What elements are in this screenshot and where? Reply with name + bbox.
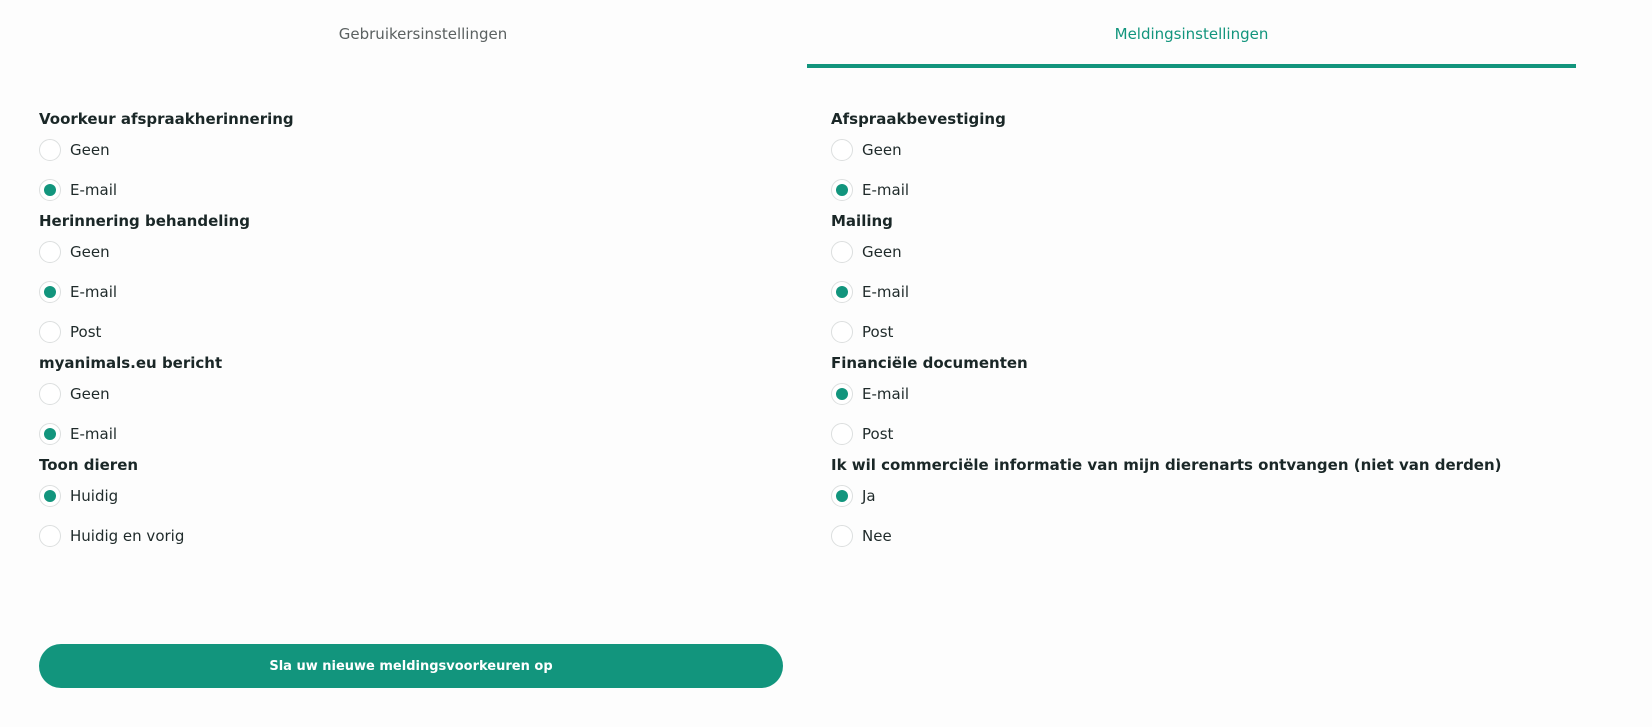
radio-option-label: E-mail xyxy=(70,283,118,301)
radio-option-label: Huidig en vorig xyxy=(70,527,185,545)
radio-option-e-mail[interactable] xyxy=(831,170,1576,210)
setting-group-title: myanimals.eu bericht xyxy=(39,354,223,372)
radio-option-label: Geen xyxy=(70,141,110,159)
radio-option-e-mail[interactable] xyxy=(39,272,779,312)
radio-option-post[interactable] xyxy=(831,312,1576,352)
radio-checked-icon[interactable] xyxy=(831,383,853,405)
tab-meldingsinstellingen[interactable] xyxy=(807,0,1576,68)
setting-group-title: Financiële documenten xyxy=(831,354,1028,372)
radio-unchecked-icon[interactable] xyxy=(39,383,61,405)
radio-checked-icon[interactable] xyxy=(831,485,853,507)
radio-checked-icon[interactable] xyxy=(39,281,61,303)
tab-gebruikersinstellingen[interactable] xyxy=(39,0,807,68)
radio-option-e-mail[interactable] xyxy=(39,170,779,210)
radio-option-label: Geen xyxy=(862,141,902,159)
radio-dot-icon xyxy=(44,428,56,440)
radio-option-label: Geen xyxy=(70,385,110,403)
save-preferences-button[interactable]: Sla uw nieuwe meldingsvoorkeuren op xyxy=(39,644,783,688)
radio-dot-icon xyxy=(44,286,56,298)
tab-label: Gebruikersinstellingen xyxy=(338,25,508,43)
radio-option-label: Post xyxy=(862,323,894,341)
setting-group-afspraakbevestiging xyxy=(831,108,1576,210)
setting-group-toon-dieren xyxy=(39,454,779,556)
radio-unchecked-icon[interactable] xyxy=(831,321,853,343)
radio-option-geen[interactable] xyxy=(831,130,1576,170)
radio-option-nee[interactable] xyxy=(831,516,1576,556)
radio-checked-icon[interactable] xyxy=(39,179,61,201)
tab-label: Meldingsinstellingen xyxy=(1114,25,1269,43)
radio-unchecked-icon[interactable] xyxy=(39,525,61,547)
radio-option-label: Huidig xyxy=(70,487,119,505)
radio-option-label: E-mail xyxy=(862,385,910,403)
radio-option-geen[interactable] xyxy=(39,232,779,272)
radio-option-e-mail[interactable] xyxy=(831,272,1576,312)
radio-option-label: Geen xyxy=(862,243,902,261)
settings-tabs xyxy=(39,0,1576,68)
setting-group-title: Afspraakbevestiging xyxy=(831,110,1006,128)
radio-option-label: E-mail xyxy=(862,181,910,199)
setting-group-title: Mailing xyxy=(831,212,893,230)
radio-option-e-mail[interactable] xyxy=(39,414,779,454)
radio-option-geen[interactable] xyxy=(39,130,779,170)
radio-dot-icon xyxy=(44,184,56,196)
radio-option-post[interactable] xyxy=(39,312,779,352)
radio-option-geen[interactable] xyxy=(831,232,1576,272)
radio-dot-icon xyxy=(836,184,848,196)
radio-option-label: Post xyxy=(862,425,894,443)
radio-checked-icon[interactable] xyxy=(39,485,61,507)
radio-option-huidig[interactable] xyxy=(39,476,779,516)
radio-option-label: Post xyxy=(70,323,102,341)
radio-option-label: E-mail xyxy=(70,181,118,199)
radio-dot-icon xyxy=(836,490,848,502)
radio-option-e-mail[interactable] xyxy=(831,374,1576,414)
radio-unchecked-icon[interactable] xyxy=(39,241,61,263)
radio-option-label: E-mail xyxy=(862,283,910,301)
radio-checked-icon[interactable] xyxy=(39,423,61,445)
radio-option-ja[interactable] xyxy=(831,476,1576,516)
setting-group-voorkeur-afspraakherinnering xyxy=(39,108,779,210)
radio-checked-icon[interactable] xyxy=(831,281,853,303)
radio-unchecked-icon[interactable] xyxy=(831,423,853,445)
radio-unchecked-icon[interactable] xyxy=(831,139,853,161)
radio-dot-icon xyxy=(836,286,848,298)
radio-option-label: E-mail xyxy=(70,425,118,443)
setting-group-myanimals-eu-bericht xyxy=(39,352,779,454)
radio-option-huidig-en-vorig[interactable] xyxy=(39,516,779,556)
radio-checked-icon[interactable] xyxy=(831,179,853,201)
setting-group-title: Ik wil commerciële informatie van mijn dierenarts ontvangen (niet van derden) xyxy=(831,456,1502,474)
radio-option-label: Geen xyxy=(70,243,110,261)
radio-unchecked-icon[interactable] xyxy=(831,525,853,547)
setting-group-ik-wil-commerciele-informatie-van-mijn-d xyxy=(831,454,1576,556)
radio-unchecked-icon[interactable] xyxy=(39,321,61,343)
setting-group-title: Herinnering behandeling xyxy=(39,212,250,230)
radio-option-geen[interactable] xyxy=(39,374,779,414)
radio-option-label: Nee xyxy=(862,527,892,545)
radio-unchecked-icon[interactable] xyxy=(831,241,853,263)
right-settings-column xyxy=(831,108,1576,556)
left-settings-column xyxy=(39,108,779,556)
radio-dot-icon xyxy=(44,490,56,502)
setting-group-mailing xyxy=(831,210,1576,352)
setting-group-title: Voorkeur afspraakherinnering xyxy=(39,110,294,128)
radio-option-post[interactable] xyxy=(831,414,1576,454)
setting-group-herinnering-behandeling xyxy=(39,210,779,352)
radio-unchecked-icon[interactable] xyxy=(39,139,61,161)
setting-group-title: Toon dieren xyxy=(39,456,139,474)
setting-group-financiele-documenten xyxy=(831,352,1576,454)
radio-dot-icon xyxy=(836,388,848,400)
radio-option-label: Ja xyxy=(862,487,876,505)
